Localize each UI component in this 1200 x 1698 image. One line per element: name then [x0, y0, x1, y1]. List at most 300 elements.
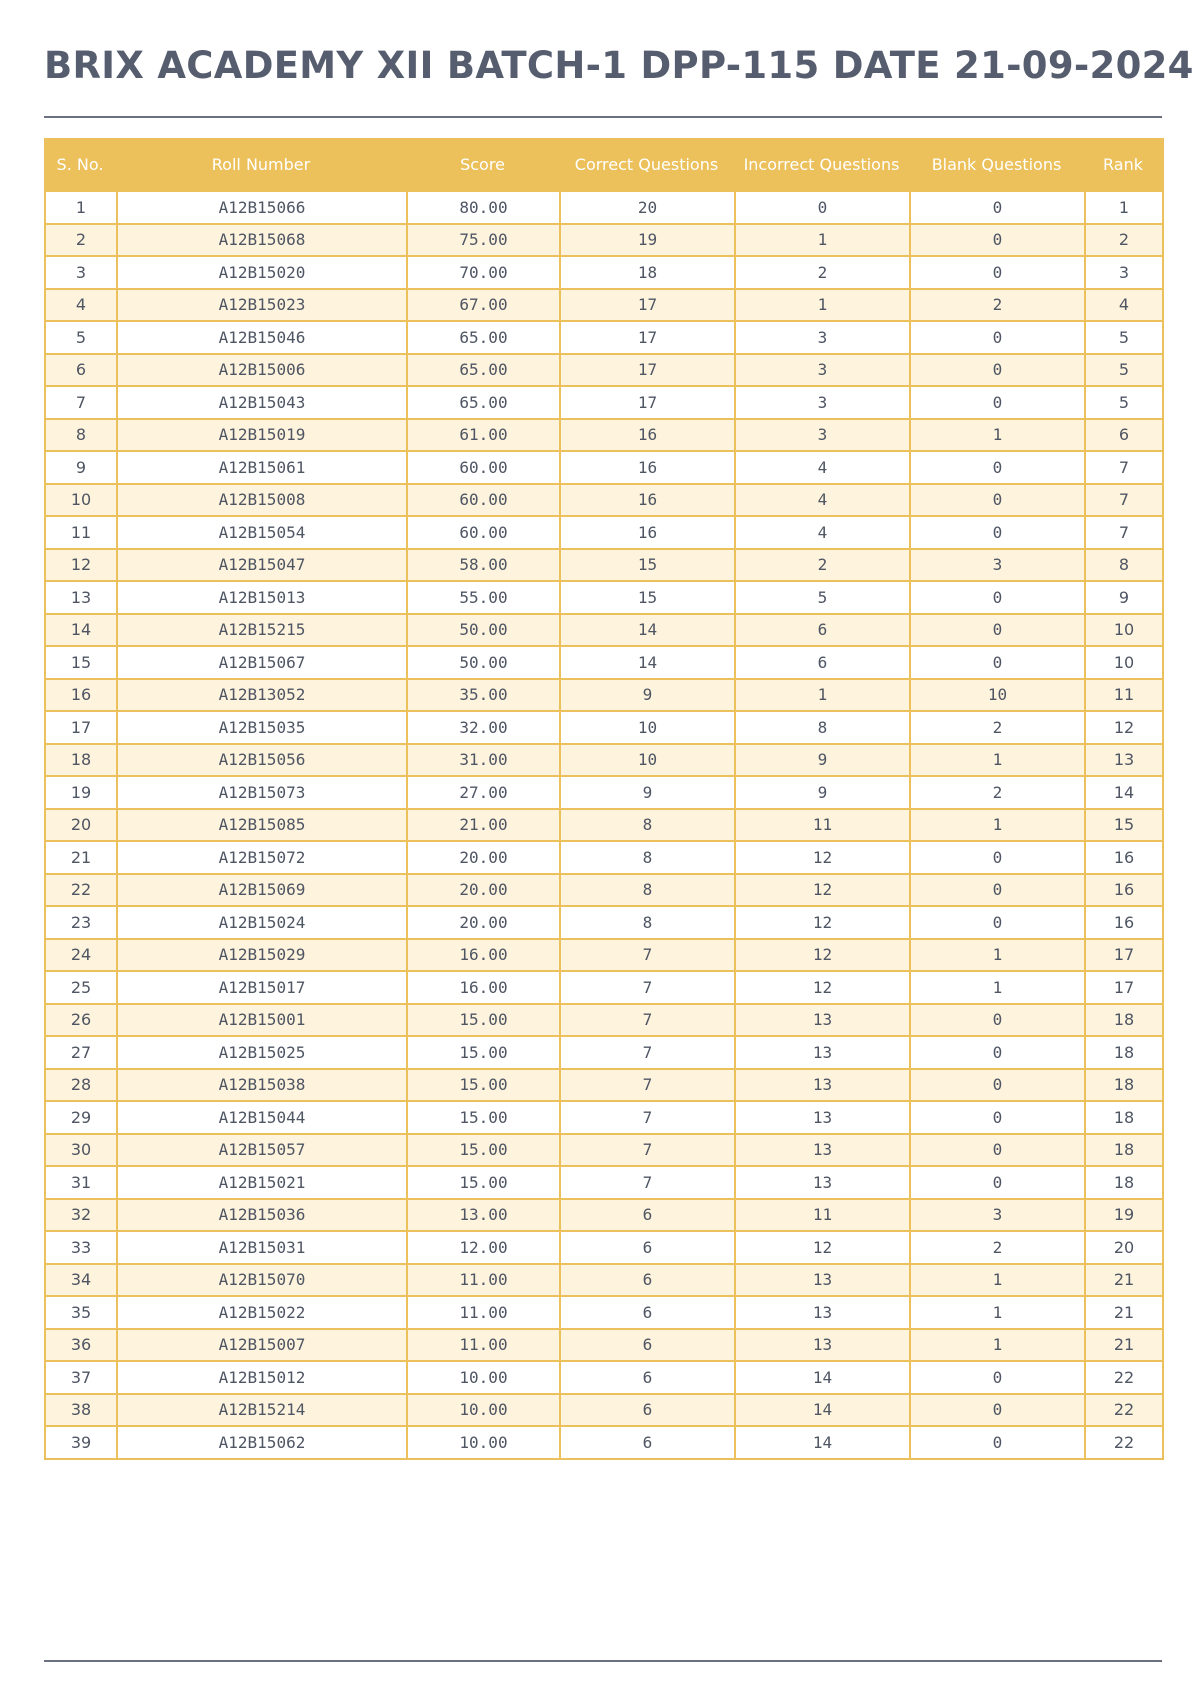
- cell-score: 15.00: [406, 1167, 559, 1200]
- table-row: [44, 192, 1162, 225]
- table-row: [44, 420, 1162, 453]
- cell-rank: 22: [1084, 1395, 1162, 1428]
- cell-incorrect-questions: 3: [734, 355, 909, 388]
- cell-score: 11.00: [406, 1330, 559, 1363]
- cell-roll-number: A12B15085: [116, 810, 406, 843]
- cell-blank-questions: 0: [909, 1362, 1084, 1395]
- cell-roll-number: A12B15006: [116, 355, 406, 388]
- cell-score: 50.00: [406, 647, 559, 680]
- cell-serial-number: 29: [44, 1102, 116, 1135]
- table-row: [44, 1005, 1162, 1038]
- cell-roll-number: A12B15020: [116, 257, 406, 290]
- cell-score: 15.00: [406, 1070, 559, 1103]
- table-row: [44, 712, 1162, 745]
- cell-blank-questions: 2: [909, 712, 1084, 745]
- cell-score: 65.00: [406, 355, 559, 388]
- cell-roll-number: A12B15073: [116, 777, 406, 810]
- cell-roll-number: A12B15061: [116, 452, 406, 485]
- cell-rank: 9: [1084, 582, 1162, 615]
- cell-roll-number: A12B15066: [116, 192, 406, 225]
- cell-roll-number: A12B15022: [116, 1297, 406, 1330]
- cell-roll-number: A12B15072: [116, 842, 406, 875]
- cell-roll-number: A12B15038: [116, 1070, 406, 1103]
- cell-correct-questions: 16: [559, 485, 734, 518]
- cell-roll-number: A12B15024: [116, 907, 406, 940]
- cell-blank-questions: 1: [909, 1330, 1084, 1363]
- cell-correct-questions: 6: [559, 1395, 734, 1428]
- cell-rank: 7: [1084, 452, 1162, 485]
- cell-roll-number: A12B15214: [116, 1395, 406, 1428]
- cell-serial-number: 14: [44, 615, 116, 648]
- cell-serial-number: 3: [44, 257, 116, 290]
- cell-blank-questions: 0: [909, 1427, 1084, 1460]
- cell-score: 50.00: [406, 615, 559, 648]
- cell-roll-number: A12B15019: [116, 420, 406, 453]
- cell-correct-questions: 6: [559, 1265, 734, 1298]
- cell-roll-number: A12B15031: [116, 1232, 406, 1265]
- table-row: [44, 745, 1162, 778]
- table-row: [44, 387, 1162, 420]
- cell-correct-questions: 16: [559, 420, 734, 453]
- cell-roll-number: A12B15070: [116, 1265, 406, 1298]
- cell-score: 60.00: [406, 452, 559, 485]
- cell-serial-number: 9: [44, 452, 116, 485]
- cell-incorrect-questions: 14: [734, 1362, 909, 1395]
- cell-blank-questions: 1: [909, 1265, 1084, 1298]
- table-header-row: [44, 138, 1162, 192]
- cell-roll-number: A12B15046: [116, 322, 406, 355]
- cell-rank: 17: [1084, 940, 1162, 973]
- cell-blank-questions: 0: [909, 322, 1084, 355]
- cell-roll-number: A12B15012: [116, 1362, 406, 1395]
- cell-blank-questions: 0: [909, 907, 1084, 940]
- table-row: [44, 290, 1162, 323]
- cell-roll-number: A12B15023: [116, 290, 406, 323]
- cell-blank-questions: 0: [909, 257, 1084, 290]
- cell-rank: 19: [1084, 1200, 1162, 1233]
- table-row: [44, 875, 1162, 908]
- cell-serial-number: 19: [44, 777, 116, 810]
- cell-serial-number: 36: [44, 1330, 116, 1363]
- table-row: [44, 485, 1162, 518]
- cell-rank: 16: [1084, 842, 1162, 875]
- cell-incorrect-questions: 6: [734, 647, 909, 680]
- cell-incorrect-questions: 2: [734, 550, 909, 583]
- cell-serial-number: 26: [44, 1005, 116, 1038]
- cell-correct-questions: 6: [559, 1362, 734, 1395]
- table-row: [44, 1362, 1162, 1395]
- table-row: [44, 1265, 1162, 1298]
- cell-incorrect-questions: 4: [734, 517, 909, 550]
- cell-score: 15.00: [406, 1037, 559, 1070]
- table-row: [44, 1232, 1162, 1265]
- cell-serial-number: 12: [44, 550, 116, 583]
- cell-score: 75.00: [406, 225, 559, 258]
- cell-incorrect-questions: 9: [734, 777, 909, 810]
- cell-correct-questions: 6: [559, 1330, 734, 1363]
- cell-blank-questions: 0: [909, 647, 1084, 680]
- header-divider: [44, 116, 1162, 118]
- cell-score: 35.00: [406, 680, 559, 713]
- table-row: [44, 907, 1162, 940]
- cell-incorrect-questions: 4: [734, 452, 909, 485]
- cell-serial-number: 2: [44, 225, 116, 258]
- column-header-rank: Rank: [1084, 138, 1162, 192]
- cell-rank: 13: [1084, 745, 1162, 778]
- cell-roll-number: A12B15029: [116, 940, 406, 973]
- cell-score: 60.00: [406, 485, 559, 518]
- cell-incorrect-questions: 13: [734, 1037, 909, 1070]
- table-row: [44, 615, 1162, 648]
- results-table: [44, 138, 1164, 1460]
- cell-blank-questions: 3: [909, 1200, 1084, 1233]
- cell-serial-number: 13: [44, 582, 116, 615]
- cell-blank-questions: 0: [909, 485, 1084, 518]
- cell-blank-questions: 0: [909, 582, 1084, 615]
- page-title: BRIX ACADEMY XII BATCH-1 DPP-115 DATE 21-09-2024: [44, 44, 1194, 87]
- cell-rank: 16: [1084, 907, 1162, 940]
- cell-incorrect-questions: 13: [734, 1330, 909, 1363]
- cell-serial-number: 23: [44, 907, 116, 940]
- column-header-score: Score: [406, 138, 559, 192]
- table-row: [44, 972, 1162, 1005]
- cell-roll-number: A12B15044: [116, 1102, 406, 1135]
- cell-blank-questions: 0: [909, 1135, 1084, 1168]
- cell-blank-questions: 1: [909, 972, 1084, 1005]
- cell-rank: 6: [1084, 420, 1162, 453]
- footer-divider: [44, 1660, 1162, 1662]
- cell-correct-questions: 7: [559, 1005, 734, 1038]
- cell-incorrect-questions: 6: [734, 615, 909, 648]
- cell-score: 67.00: [406, 290, 559, 323]
- cell-correct-questions: 6: [559, 1232, 734, 1265]
- cell-incorrect-questions: 3: [734, 420, 909, 453]
- cell-serial-number: 37: [44, 1362, 116, 1395]
- cell-incorrect-questions: 13: [734, 1005, 909, 1038]
- cell-score: 10.00: [406, 1427, 559, 1460]
- table-row: [44, 777, 1162, 810]
- cell-score: 80.00: [406, 192, 559, 225]
- cell-blank-questions: 2: [909, 777, 1084, 810]
- cell-incorrect-questions: 14: [734, 1427, 909, 1460]
- cell-roll-number: A12B15215: [116, 615, 406, 648]
- cell-score: 65.00: [406, 387, 559, 420]
- cell-incorrect-questions: 8: [734, 712, 909, 745]
- cell-incorrect-questions: 12: [734, 842, 909, 875]
- cell-blank-questions: 0: [909, 387, 1084, 420]
- cell-score: 11.00: [406, 1297, 559, 1330]
- table-row: [44, 1070, 1162, 1103]
- cell-incorrect-questions: 13: [734, 1070, 909, 1103]
- cell-rank: 18: [1084, 1005, 1162, 1038]
- cell-blank-questions: 0: [909, 192, 1084, 225]
- cell-correct-questions: 8: [559, 842, 734, 875]
- cell-correct-questions: 7: [559, 1167, 734, 1200]
- cell-rank: 18: [1084, 1070, 1162, 1103]
- cell-rank: 3: [1084, 257, 1162, 290]
- cell-incorrect-questions: 12: [734, 940, 909, 973]
- cell-score: 10.00: [406, 1395, 559, 1428]
- cell-incorrect-questions: 1: [734, 225, 909, 258]
- cell-correct-questions: 19: [559, 225, 734, 258]
- cell-roll-number: A12B15056: [116, 745, 406, 778]
- cell-rank: 18: [1084, 1102, 1162, 1135]
- cell-score: 13.00: [406, 1200, 559, 1233]
- cell-roll-number: A12B15047: [116, 550, 406, 583]
- cell-blank-questions: 0: [909, 1037, 1084, 1070]
- cell-incorrect-questions: 3: [734, 322, 909, 355]
- cell-roll-number: A12B15062: [116, 1427, 406, 1460]
- cell-rank: 8: [1084, 550, 1162, 583]
- table-row: [44, 1427, 1162, 1460]
- cell-rank: 11: [1084, 680, 1162, 713]
- cell-blank-questions: 1: [909, 940, 1084, 973]
- cell-incorrect-questions: 12: [734, 972, 909, 1005]
- cell-roll-number: A12B15025: [116, 1037, 406, 1070]
- cell-blank-questions: 1: [909, 745, 1084, 778]
- cell-incorrect-questions: 13: [734, 1167, 909, 1200]
- cell-correct-questions: 7: [559, 972, 734, 1005]
- cell-correct-questions: 17: [559, 387, 734, 420]
- cell-incorrect-questions: 11: [734, 810, 909, 843]
- cell-rank: 18: [1084, 1167, 1162, 1200]
- cell-roll-number: A12B15035: [116, 712, 406, 745]
- cell-correct-questions: 8: [559, 875, 734, 908]
- cell-blank-questions: 0: [909, 1005, 1084, 1038]
- cell-rank: 2: [1084, 225, 1162, 258]
- cell-incorrect-questions: 0: [734, 192, 909, 225]
- cell-serial-number: 28: [44, 1070, 116, 1103]
- cell-serial-number: 22: [44, 875, 116, 908]
- cell-score: 15.00: [406, 1135, 559, 1168]
- table-row: [44, 582, 1162, 615]
- cell-rank: 16: [1084, 875, 1162, 908]
- cell-incorrect-questions: 13: [734, 1297, 909, 1330]
- cell-score: 61.00: [406, 420, 559, 453]
- cell-correct-questions: 8: [559, 907, 734, 940]
- table-row: [44, 452, 1162, 485]
- cell-roll-number: A12B15069: [116, 875, 406, 908]
- cell-score: 11.00: [406, 1265, 559, 1298]
- cell-serial-number: 6: [44, 355, 116, 388]
- cell-serial-number: 25: [44, 972, 116, 1005]
- table-row: [44, 680, 1162, 713]
- cell-serial-number: 17: [44, 712, 116, 745]
- table-row: [44, 355, 1162, 388]
- cell-blank-questions: 1: [909, 420, 1084, 453]
- cell-serial-number: 8: [44, 420, 116, 453]
- cell-score: 21.00: [406, 810, 559, 843]
- cell-roll-number: A12B15007: [116, 1330, 406, 1363]
- column-header-serial-number: S. No.: [44, 138, 116, 192]
- cell-correct-questions: 6: [559, 1200, 734, 1233]
- cell-rank: 10: [1084, 615, 1162, 648]
- cell-incorrect-questions: 13: [734, 1135, 909, 1168]
- cell-blank-questions: 0: [909, 1070, 1084, 1103]
- cell-incorrect-questions: 13: [734, 1102, 909, 1135]
- cell-incorrect-questions: 11: [734, 1200, 909, 1233]
- cell-score: 20.00: [406, 875, 559, 908]
- cell-blank-questions: 0: [909, 842, 1084, 875]
- cell-roll-number: A12B15008: [116, 485, 406, 518]
- cell-rank: 5: [1084, 387, 1162, 420]
- cell-blank-questions: 0: [909, 1395, 1084, 1428]
- cell-correct-questions: 7: [559, 1102, 734, 1135]
- cell-correct-questions: 9: [559, 777, 734, 810]
- cell-incorrect-questions: 13: [734, 1265, 909, 1298]
- cell-roll-number: A12B15036: [116, 1200, 406, 1233]
- column-header-correct-questions: Correct Questions: [559, 138, 734, 192]
- column-header-roll-number: Roll Number: [116, 138, 406, 192]
- cell-score: 16.00: [406, 972, 559, 1005]
- cell-rank: 5: [1084, 355, 1162, 388]
- cell-serial-number: 15: [44, 647, 116, 680]
- cell-incorrect-questions: 2: [734, 257, 909, 290]
- cell-rank: 21: [1084, 1297, 1162, 1330]
- cell-rank: 4: [1084, 290, 1162, 323]
- cell-serial-number: 21: [44, 842, 116, 875]
- cell-roll-number: A12B15057: [116, 1135, 406, 1168]
- cell-serial-number: 24: [44, 940, 116, 973]
- cell-roll-number: A12B13052: [116, 680, 406, 713]
- cell-serial-number: 20: [44, 810, 116, 843]
- cell-correct-questions: 6: [559, 1297, 734, 1330]
- cell-serial-number: 39: [44, 1427, 116, 1460]
- table-row: [44, 517, 1162, 550]
- cell-serial-number: 18: [44, 745, 116, 778]
- table-row: [44, 810, 1162, 843]
- cell-incorrect-questions: 4: [734, 485, 909, 518]
- cell-roll-number: A12B15021: [116, 1167, 406, 1200]
- cell-roll-number: A12B15001: [116, 1005, 406, 1038]
- cell-correct-questions: 8: [559, 810, 734, 843]
- table-row: [44, 257, 1162, 290]
- cell-correct-questions: 18: [559, 257, 734, 290]
- cell-score: 20.00: [406, 907, 559, 940]
- cell-roll-number: A12B15013: [116, 582, 406, 615]
- cell-correct-questions: 10: [559, 712, 734, 745]
- cell-incorrect-questions: 1: [734, 680, 909, 713]
- cell-correct-questions: 6: [559, 1427, 734, 1460]
- cell-incorrect-questions: 12: [734, 875, 909, 908]
- cell-correct-questions: 16: [559, 517, 734, 550]
- cell-rank: 21: [1084, 1265, 1162, 1298]
- cell-correct-questions: 10: [559, 745, 734, 778]
- cell-rank: 14: [1084, 777, 1162, 810]
- cell-serial-number: 34: [44, 1265, 116, 1298]
- cell-rank: 12: [1084, 712, 1162, 745]
- cell-incorrect-questions: 9: [734, 745, 909, 778]
- cell-correct-questions: 15: [559, 550, 734, 583]
- cell-correct-questions: 14: [559, 615, 734, 648]
- cell-serial-number: 31: [44, 1167, 116, 1200]
- cell-rank: 7: [1084, 517, 1162, 550]
- table-row: [44, 1037, 1162, 1070]
- cell-blank-questions: 2: [909, 1232, 1084, 1265]
- table-row: [44, 1297, 1162, 1330]
- cell-correct-questions: 17: [559, 355, 734, 388]
- cell-rank: 20: [1084, 1232, 1162, 1265]
- cell-rank: 22: [1084, 1362, 1162, 1395]
- cell-blank-questions: 3: [909, 550, 1084, 583]
- cell-score: 15.00: [406, 1005, 559, 1038]
- cell-correct-questions: 9: [559, 680, 734, 713]
- cell-blank-questions: 0: [909, 355, 1084, 388]
- cell-correct-questions: 7: [559, 1070, 734, 1103]
- cell-blank-questions: 0: [909, 452, 1084, 485]
- cell-serial-number: 4: [44, 290, 116, 323]
- cell-blank-questions: 10: [909, 680, 1084, 713]
- cell-roll-number: A12B15054: [116, 517, 406, 550]
- cell-serial-number: 16: [44, 680, 116, 713]
- cell-score: 27.00: [406, 777, 559, 810]
- cell-serial-number: 35: [44, 1297, 116, 1330]
- table-body: [44, 192, 1162, 1460]
- cell-score: 65.00: [406, 322, 559, 355]
- cell-incorrect-questions: 3: [734, 387, 909, 420]
- cell-blank-questions: 0: [909, 615, 1084, 648]
- cell-score: 70.00: [406, 257, 559, 290]
- cell-incorrect-questions: 12: [734, 1232, 909, 1265]
- table-row: [44, 1200, 1162, 1233]
- table-row: [44, 1102, 1162, 1135]
- cell-serial-number: 30: [44, 1135, 116, 1168]
- cell-score: 15.00: [406, 1102, 559, 1135]
- cell-serial-number: 11: [44, 517, 116, 550]
- table-row: [44, 225, 1162, 258]
- cell-correct-questions: 20: [559, 192, 734, 225]
- table-row: [44, 1395, 1162, 1428]
- cell-roll-number: A12B15017: [116, 972, 406, 1005]
- cell-score: 60.00: [406, 517, 559, 550]
- cell-serial-number: 38: [44, 1395, 116, 1428]
- cell-blank-questions: 1: [909, 1297, 1084, 1330]
- cell-rank: 1: [1084, 192, 1162, 225]
- cell-correct-questions: 7: [559, 1037, 734, 1070]
- cell-correct-questions: 7: [559, 940, 734, 973]
- cell-serial-number: 33: [44, 1232, 116, 1265]
- cell-blank-questions: 0: [909, 1102, 1084, 1135]
- cell-rank: 15: [1084, 810, 1162, 843]
- cell-rank: 18: [1084, 1135, 1162, 1168]
- cell-score: 58.00: [406, 550, 559, 583]
- cell-blank-questions: 0: [909, 1167, 1084, 1200]
- cell-roll-number: A12B15068: [116, 225, 406, 258]
- cell-rank: 18: [1084, 1037, 1162, 1070]
- cell-correct-questions: 17: [559, 290, 734, 323]
- cell-roll-number: A12B15067: [116, 647, 406, 680]
- table-row: [44, 1135, 1162, 1168]
- cell-score: 10.00: [406, 1362, 559, 1395]
- cell-blank-questions: 1: [909, 810, 1084, 843]
- cell-score: 31.00: [406, 745, 559, 778]
- cell-serial-number: 32: [44, 1200, 116, 1233]
- cell-serial-number: 10: [44, 485, 116, 518]
- cell-blank-questions: 2: [909, 290, 1084, 323]
- table-row: [44, 550, 1162, 583]
- cell-blank-questions: 0: [909, 875, 1084, 908]
- column-header-incorrect-questions: Incorrect Questions: [734, 138, 909, 192]
- cell-score: 55.00: [406, 582, 559, 615]
- cell-score: 16.00: [406, 940, 559, 973]
- cell-blank-questions: 0: [909, 225, 1084, 258]
- cell-roll-number: A12B15043: [116, 387, 406, 420]
- cell-rank: 7: [1084, 485, 1162, 518]
- cell-correct-questions: 15: [559, 582, 734, 615]
- cell-score: 12.00: [406, 1232, 559, 1265]
- cell-correct-questions: 14: [559, 647, 734, 680]
- table-row: [44, 1167, 1162, 1200]
